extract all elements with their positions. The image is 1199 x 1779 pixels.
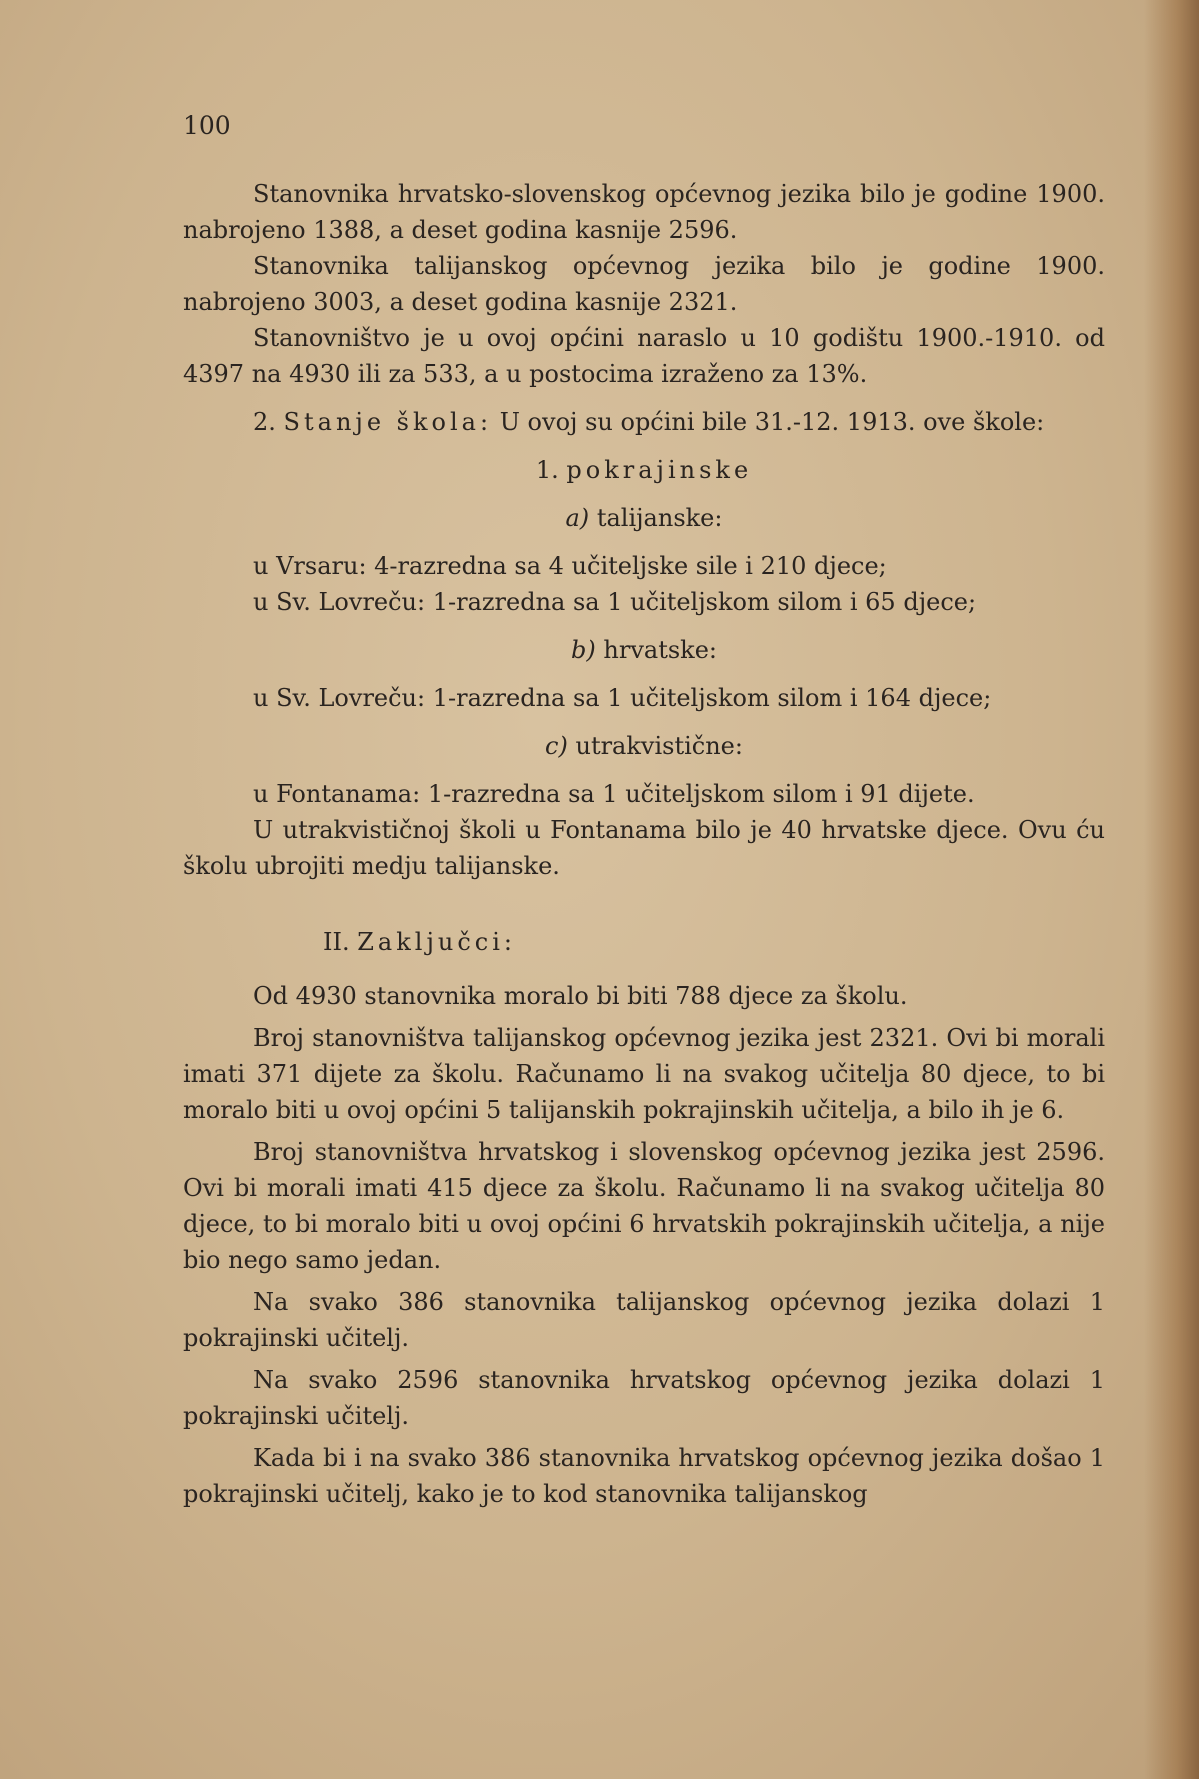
school-line-lovrecu-croatian: u Sv. Lovreču: 1-razredna sa 1 učiteljskom silom i 164 djece; <box>253 684 992 712</box>
page-edge-shadow <box>1144 0 1199 1779</box>
section-2-number: 2. <box>253 408 276 436</box>
section-ii-label: Zaključci: <box>357 928 516 956</box>
conclusion-3: Broj stanovništva hrvatskog i slovenskog općevnog jezika jest 2596. Ovi bi morali imati 415 djece za školu. Računamo li na svakog učitelja 80 djece, to bi moralo biti u ovoj općini 6 hrvatskih pokrajinskih učitelja, a nije bio nego samo jedan. <box>183 1138 1105 1274</box>
school-line-lovrecu-italian: u Sv. Lovreču: 1-razredna sa 1 učiteljskom silom i 65 djece; <box>253 588 977 616</box>
group-a-heading <box>183 500 1105 536</box>
school-line-fontanama: u Fontanama: 1-razredna sa 1 učiteljskom silom i 91 dijete. <box>253 780 975 808</box>
subsection-1-heading <box>183 452 1105 488</box>
section-2-text: U ovoj su općini bile 31.-12. 1913. ove škole: <box>499 408 1045 436</box>
group-c-letter: c) <box>545 732 568 760</box>
school-line-vrsaru: u Vrsaru: 4-razredna sa 4 učiteljske sile i 210 djece; <box>253 552 887 580</box>
page-number: 100 <box>183 111 231 140</box>
paragraph-italian-population: Stanovnika talijanskog općevnog jezika bilo je godine 1900. nabrojeno 3003, a deset godina kasnije 2321. <box>183 252 1105 316</box>
section-2-heading <box>183 404 1105 440</box>
conclusion-2: Broj stanovništva talijanskog općevnog jezika jest 2321. Ovi bi morali imati 371 dijete za školu. Računamo li na svakog učitelja 80 djece, to bi moralo biti u ovoj općini 5 talijanskih pokrajinskih učitelja, a bilo ih je 6. <box>183 1024 1105 1124</box>
group-a-label: talijanske: <box>596 504 723 532</box>
section-ii-number: II. <box>323 928 350 956</box>
group-b-letter: b) <box>571 636 596 664</box>
paragraph-utraquist-school: U utrakvističnoj školi u Fontanama bilo je 40 hrvatske djece. Ovu ću školu ubrojiti medju talijanske. <box>183 816 1105 880</box>
conclusion-5: Na svako 2596 stanovnika hrvatskog općevnog jezika dolazi 1 pokrajinski učitelj. <box>183 1366 1105 1430</box>
subsection-1-label: pokrajinske <box>566 456 753 484</box>
group-c-heading <box>183 728 1105 764</box>
section-ii-heading <box>183 924 1105 960</box>
paragraph-population-growth: Stanovništvo je u ovoj općini naraslo u 10 godištu 1900.-1910. od 4397 na 4930 ili za 533, a u postocima izraženo za 13%. <box>183 324 1105 388</box>
group-c-label: utrakvistične: <box>575 732 743 760</box>
subsection-1-number: 1. <box>535 456 559 484</box>
paragraph-croatian-population: Stanovnika hrvatsko-slovenskog općevnog jezika bilo je godine 1900. nabrojeno 1388, a deset godina kasnije 2596. <box>183 180 1105 244</box>
section-2-label: Stanje škola: <box>283 408 493 436</box>
group-a-letter: a) <box>565 504 590 532</box>
group-b-label: hrvatske: <box>603 636 717 664</box>
conclusion-4: Na svako 386 stanovnika talijanskog općevnog jezika dolazi 1 pokrajinski učitelj. <box>183 1288 1105 1352</box>
conclusion-1: Od 4930 stanovnika moralo bi biti 788 djece za školu. <box>253 982 908 1010</box>
group-b-heading <box>183 632 1105 668</box>
conclusion-6: Kada bi i na svako 386 stanovnika hrvatskog općevnog jezika došao 1 pokrajinski učitelj, kako je to kod stanovnika talijanskog <box>183 1444 1105 1508</box>
document-page <box>183 108 1105 1512</box>
